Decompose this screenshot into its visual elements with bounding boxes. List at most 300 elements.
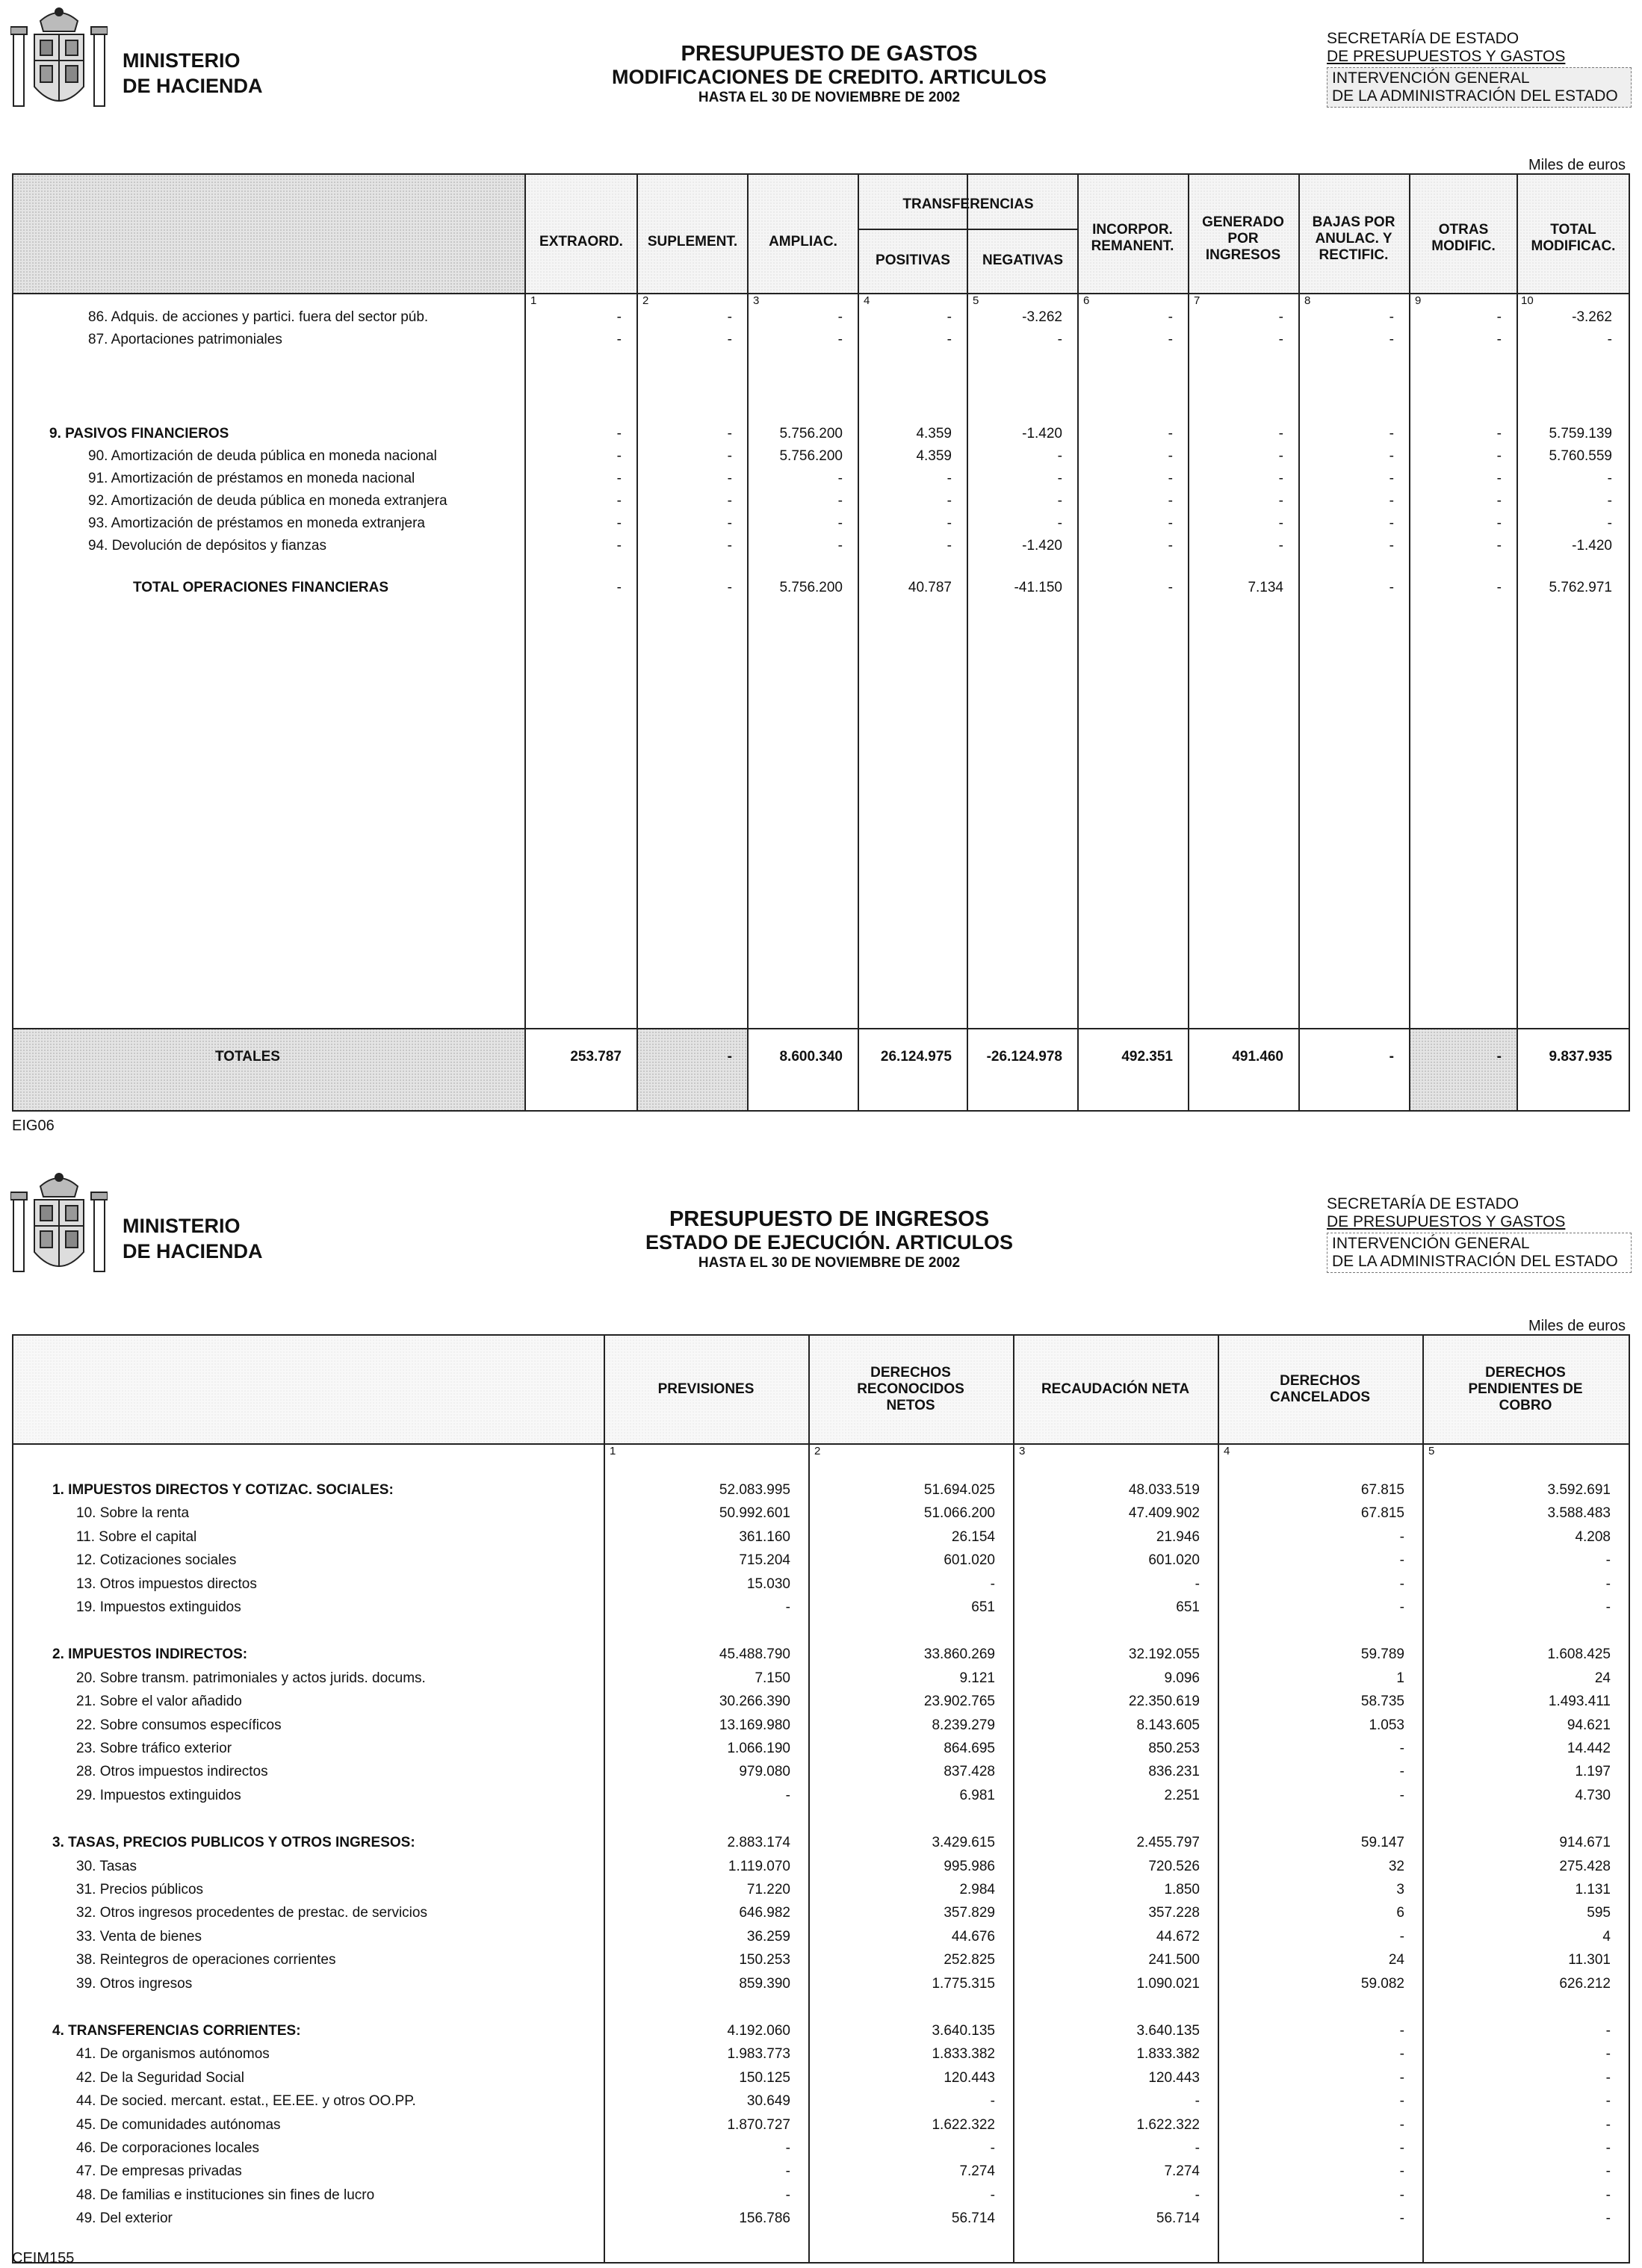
ingresos-row-value: 30.266.390 xyxy=(719,1694,790,1709)
ingresos-row-value: - xyxy=(1399,1599,1404,1615)
ingresos-row-value: 56.714 xyxy=(951,2210,995,2226)
ingresos-row-value: 864.695 xyxy=(944,1741,995,1756)
ingresos-row-value: - xyxy=(1605,2210,1611,2226)
ingresos-row-value: 13.169.980 xyxy=(719,1717,790,1733)
header-positivas: POSITIVAS xyxy=(876,252,950,268)
gastos-row-value: - xyxy=(947,515,952,531)
gastos-row-value: - xyxy=(727,493,732,509)
gastos-row-value: - xyxy=(1607,471,1612,486)
ingresos-colnum-3: 3 xyxy=(1019,1445,1026,1457)
gastos-row-value: - xyxy=(947,332,952,347)
gastos-row-value: - xyxy=(1389,332,1394,347)
header-otras: OTRAS MODIFIC. xyxy=(1431,222,1496,254)
ingresos-row-value: 1.090.021 xyxy=(1136,1976,1200,1992)
intervencion-box xyxy=(1327,67,1632,108)
ingresos-row-label: 46. De corporaciones locales xyxy=(76,2140,260,2156)
ingresos-row-label: 3. TASAS, PRECIOS PUBLICOS Y OTROS INGRESOS: xyxy=(52,1835,415,1850)
ingresos-row-value: - xyxy=(1399,1741,1404,1756)
gastos-table xyxy=(12,173,1630,1112)
gastos-row-value: - xyxy=(1496,538,1502,554)
gastos-row-value: - xyxy=(1057,515,1062,531)
ingresos-row-label: 42. De la Seguridad Social xyxy=(76,2070,244,2086)
gastos-total-value: 8.600.340 xyxy=(779,1049,843,1065)
gastos-row-label: 9. PASIVOS FINANCIEROS xyxy=(49,426,229,441)
gastos-total-value: - xyxy=(1496,1049,1502,1065)
ingresos-row-value: - xyxy=(1399,2070,1404,2086)
ingresos-row-value: 3.429.615 xyxy=(932,1835,995,1850)
ingresos-row-value: 24 xyxy=(1594,1670,1611,1686)
ingresos-row-value: 2.883.174 xyxy=(727,1835,790,1850)
gastos-row-value: 40.787 xyxy=(908,580,952,595)
ingresos-row-value: 850.253 xyxy=(1148,1741,1200,1756)
ingresos-row-value: 715.204 xyxy=(739,1552,790,1568)
ingresos-row-value: 651 xyxy=(971,1599,995,1615)
gastos-row-label: 92. Amortización de deuda pública en moneda extranjera xyxy=(88,493,447,509)
ingresos-row-value: 4 xyxy=(1602,1929,1611,1945)
gastos-row-value: - xyxy=(727,580,732,595)
ingresos-row-label: 4. TRANSFERENCIAS CORRIENTES: xyxy=(52,2023,301,2039)
ingresos-row-label: 13. Otros impuestos directos xyxy=(76,1576,257,1592)
header-extraord: EXTRAORD. xyxy=(539,234,623,250)
ingresos-row-label: 28. Otros impuestos indirectos xyxy=(76,1764,268,1779)
ingresos-row-value: - xyxy=(1605,2187,1611,2203)
gastos-row-label: 87. Aportaciones patrimoniales xyxy=(88,332,282,347)
ingresos-row-value: 26.154 xyxy=(951,1529,995,1545)
gastos-row-value: - xyxy=(727,448,732,464)
gastos-total-value: -26.124.978 xyxy=(986,1049,1062,1065)
header-cancelados: DERECHOS CANCELADOS xyxy=(1269,1373,1371,1405)
ingresos-row-value: - xyxy=(1605,2046,1611,2062)
ingresos-row-value: 7.274 xyxy=(1164,2163,1200,2179)
ingresos-row-value: 47.409.902 xyxy=(1128,1505,1200,1521)
ingresos-row-value: 67.815 xyxy=(1360,1482,1404,1498)
gastos-row-value: - xyxy=(1496,332,1502,347)
intervencion-line-1: INTERVENCIÓN GENERAL xyxy=(1332,69,1530,87)
ingresos-row-value: 3.640.135 xyxy=(1136,2023,1200,2039)
ingresos-row-value: - xyxy=(1399,1552,1404,1568)
gastos-row-value: - xyxy=(616,309,622,325)
ingresos-row-value: 252.825 xyxy=(944,1952,995,1968)
ingresos-row-label: 20. Sobre transm. patrimoniales y actos jurids. docums. xyxy=(76,1670,426,1686)
ingresos-row-value: 3.592.691 xyxy=(1547,1482,1611,1498)
gastos-row-value: 5.759.139 xyxy=(1549,426,1612,441)
gastos-row-value: - xyxy=(1607,493,1612,509)
gastos-row-label: 93. Amortización de préstamos en moneda extranjera xyxy=(88,515,425,531)
header-negativas: NEGATIVAS xyxy=(982,252,1064,268)
ingresos-row-value: 52.083.995 xyxy=(719,1482,790,1498)
gastos-totals-label: TOTALES xyxy=(215,1049,280,1065)
gastos-row-value: - xyxy=(1389,426,1394,441)
ingresos-row-value: 24 xyxy=(1388,1952,1404,1968)
ingresos-row-value: 32.192.055 xyxy=(1128,1646,1200,1662)
gastos-row-value: - xyxy=(1496,471,1502,486)
ingresos-row-value: 1.066.190 xyxy=(727,1741,790,1756)
gastos-row-label: 91. Amortización de préstamos en moneda nacional xyxy=(88,471,415,486)
header-suplement: SUPLEMENT. xyxy=(647,234,738,250)
ingresos-row-value: 837.428 xyxy=(944,1764,995,1779)
ingresos-row-value: 23.902.765 xyxy=(923,1694,995,1709)
ingresos-row-value: 58.735 xyxy=(1360,1694,1404,1709)
gastos-row-value: - xyxy=(1389,515,1394,531)
ingresos-row-value: 48.033.519 xyxy=(1128,1482,1200,1498)
gastos-row-value: 5.762.971 xyxy=(1549,580,1612,595)
ingresos-row-value: 1.833.382 xyxy=(932,2046,995,2062)
ministry-line-2: DE HACIENDA xyxy=(123,75,263,97)
gastos-total-value: - xyxy=(727,1049,732,1065)
ingresos-row-value: - xyxy=(1399,2093,1404,2109)
gastos-row-value: - xyxy=(1496,448,1502,464)
gastos-row-value: 5.756.200 xyxy=(779,448,843,464)
ingresos-row-value: 836.231 xyxy=(1148,1764,1200,1779)
ingresos-row-label: 11. Sobre el capital xyxy=(76,1529,197,1545)
ingresos-row-value: 30.649 xyxy=(746,2093,790,2109)
ingresos-row-value: 601.020 xyxy=(1148,1552,1200,1568)
ingresos-row-value: - xyxy=(990,2187,995,2203)
report-title: PRESUPUESTO DE GASTOS xyxy=(681,42,978,66)
ingresos-row-label: 45. De comunidades autónomas xyxy=(76,2117,281,2133)
ingresos-row-label: 49. Del exterior xyxy=(76,2210,173,2226)
ingresos-row-value: 3 xyxy=(1396,1882,1404,1897)
ingresos-row-label: 44. De socied. mercant. estat., EE.EE. y otros OO.PP. xyxy=(76,2093,416,2109)
ingresos-row-value: 44.676 xyxy=(951,1929,995,1945)
ingresos-row-value: 56.714 xyxy=(1156,2210,1200,2226)
ingresos-row-value: 4.192.060 xyxy=(727,2023,790,2039)
gastos-total-value: 492.351 xyxy=(1121,1049,1173,1065)
gastos-row-value: - xyxy=(947,309,952,325)
gastos-page-header xyxy=(0,0,1642,112)
ingresos-row-value: - xyxy=(990,1576,995,1592)
gastos-row-value: - xyxy=(947,538,952,554)
ingresos-row-label: 31. Precios públicos xyxy=(76,1882,204,1897)
gastos-colnum-3: 3 xyxy=(753,294,760,307)
gastos-row-value: - xyxy=(1278,538,1283,554)
ingresos-row-value: - xyxy=(1399,2046,1404,2062)
ingresos-row-value: - xyxy=(1195,1576,1200,1592)
ingresos-row-value: 2.455.797 xyxy=(1136,1835,1200,1850)
ingresos-row-value: 1.053 xyxy=(1369,1717,1404,1733)
ingresos-row-value: 2.251 xyxy=(1164,1788,1200,1803)
ingresos-row-value: 595 xyxy=(1587,1905,1611,1921)
ingresos-row-value: - xyxy=(1605,2140,1611,2156)
gastos-row-value: - xyxy=(616,538,622,554)
ministry-line-1: MINISTERIO xyxy=(123,49,241,72)
gastos-row-value: - xyxy=(727,309,732,325)
gastos-row-value: - xyxy=(1496,309,1502,325)
ingresos-row-value: 120.443 xyxy=(944,2070,995,2086)
intervencion-box xyxy=(1327,1233,1632,1273)
ingresos-form-code: CEIM155 xyxy=(12,2250,75,2267)
gastos-label-header-shade xyxy=(13,175,524,293)
ingresos-row-label: 21. Sobre el valor añadido xyxy=(76,1694,242,1709)
ingresos-row-label: 33. Venta de bienes xyxy=(76,1929,202,1945)
ingresos-row-label: 29. Impuestos extinguidos xyxy=(76,1788,241,1803)
ministry-line-1: MINISTERIO xyxy=(123,1215,241,1237)
ingresos-row-label: 39. Otros ingresos xyxy=(76,1976,193,1992)
gastos-row-value: - xyxy=(837,515,843,531)
ingresos-row-value: 150.125 xyxy=(739,2070,790,2086)
ingresos-page-header xyxy=(0,1165,1642,1277)
ingresos-row-value: 51.694.025 xyxy=(923,1482,995,1498)
ingresos-row-value: - xyxy=(1399,1576,1404,1592)
ingresos-row-value: 11.301 xyxy=(1568,1952,1611,1968)
ingresos-row-value: - xyxy=(1399,2163,1404,2179)
gastos-total-value: 9.837.935 xyxy=(1549,1049,1612,1065)
ingresos-colnum-4: 4 xyxy=(1224,1445,1230,1457)
gastos-total-value: - xyxy=(1389,1049,1394,1065)
gastos-row-value: - xyxy=(616,471,622,486)
ingresos-row-label: 19. Impuestos extinguidos xyxy=(76,1599,241,1615)
gastos-colnum-1: 1 xyxy=(530,294,537,307)
ingresos-row-value: 2.984 xyxy=(959,1882,995,1897)
gastos-row-value: - xyxy=(616,493,622,509)
gastos-row-value: - xyxy=(1168,309,1173,325)
ingresos-row-label: 38. Reintegros de operaciones corrientes xyxy=(76,1952,336,1968)
gastos-row-value: - xyxy=(727,538,732,554)
gastos-row-value: - xyxy=(1168,448,1173,464)
gastos-row-value: - xyxy=(1168,515,1173,531)
ingresos-row-label: 22. Sobre consumos específicos xyxy=(76,1717,282,1733)
ingresos-row-value: 1.622.322 xyxy=(1136,2117,1200,2133)
report-title: PRESUPUESTO DE INGRESOS xyxy=(669,1207,990,1231)
gastos-row-value: - xyxy=(1168,538,1173,554)
gastos-total-value: 253.787 xyxy=(570,1049,622,1065)
gastos-row-value: - xyxy=(727,332,732,347)
gastos-row-value: - xyxy=(1168,493,1173,509)
gastos-row-value: - xyxy=(1057,332,1062,347)
ingresos-row-value: 995.986 xyxy=(944,1859,995,1874)
gastos-row-value: - xyxy=(1168,426,1173,441)
gastos-row-value: - xyxy=(727,471,732,486)
ingresos-row-value: 651 xyxy=(1176,1599,1200,1615)
ingresos-row-value: 45.488.790 xyxy=(719,1646,790,1662)
report-date: HASTA EL 30 DE NOVIEMBRE DE 2002 xyxy=(698,90,961,105)
ingresos-row-value: 9.121 xyxy=(959,1670,995,1686)
gastos-row-value: - xyxy=(1057,471,1062,486)
gastos-row-value: - xyxy=(837,493,843,509)
ingresos-row-value: - xyxy=(785,2140,790,2156)
gastos-row-value: - xyxy=(1168,332,1173,347)
ingresos-row-value: 914.671 xyxy=(1559,1835,1611,1850)
secretaria-block xyxy=(1327,1195,1632,1273)
ministry-line-2: DE HACIENDA xyxy=(123,1240,263,1262)
gastos-row-value: 7.134 xyxy=(1248,580,1283,595)
gastos-row-value: 5.756.200 xyxy=(779,580,843,595)
ministry-name xyxy=(123,48,263,99)
ingresos-row-value: - xyxy=(990,2093,995,2109)
ingresos-row-value: 156.786 xyxy=(739,2210,790,2226)
gastos-row-value: - xyxy=(616,332,622,347)
gastos-row-value: - xyxy=(1057,493,1062,509)
ingresos-row-value: 120.443 xyxy=(1148,2070,1200,2086)
ingresos-row-value: - xyxy=(1399,2023,1404,2039)
gastos-row-value: - xyxy=(947,471,952,486)
gastos-row-value: -1.420 xyxy=(1572,538,1612,554)
header-generado: GENERADO POR INGRESOS xyxy=(1202,214,1284,263)
ingresos-row-value: 22.350.619 xyxy=(1128,1694,1200,1709)
ingresos-row-value: 59.789 xyxy=(1360,1646,1404,1662)
ingresos-row-value: 720.526 xyxy=(1148,1859,1200,1874)
ingresos-row-label: 23. Sobre tráfico exterior xyxy=(76,1741,232,1756)
gastos-colnum-5: 5 xyxy=(973,294,979,307)
ingresos-row-value: 1.850 xyxy=(1164,1882,1200,1897)
ingresos-row-value: 21.946 xyxy=(1156,1529,1200,1545)
gastos-row-label: TOTAL OPERACIONES FINANCIERAS xyxy=(133,580,389,595)
ingresos-row-value: 32 xyxy=(1388,1859,1404,1874)
report-date: HASTA EL 30 DE NOVIEMBRE DE 2002 xyxy=(698,1255,961,1271)
ingresos-row-value: 50.992.601 xyxy=(719,1505,790,1521)
ingresos-colnum-1: 1 xyxy=(610,1445,616,1457)
ingresos-row-value: 94.621 xyxy=(1567,1717,1611,1733)
header-total: TOTAL MODIFICAC. xyxy=(1531,222,1616,254)
header-ampliac: AMPLIAC. xyxy=(769,234,837,250)
ingresos-row-value: 59.147 xyxy=(1360,1835,1404,1850)
ingresos-row-value: - xyxy=(1195,2187,1200,2203)
gastos-row-value: - xyxy=(1607,332,1612,347)
ingresos-row-label: 41. De organismos autónomos xyxy=(76,2046,270,2062)
ingresos-row-value: 357.228 xyxy=(1148,1905,1200,1921)
gastos-row-value: - xyxy=(1278,448,1283,464)
ingresos-row-label: 2. IMPUESTOS INDIRECTOS: xyxy=(52,1646,248,1662)
ingresos-row-value: - xyxy=(1605,2070,1611,2086)
ingresos-row-value: 4.730 xyxy=(1575,1788,1611,1803)
ingresos-row-value: - xyxy=(1605,2163,1611,2179)
ingresos-row-value: 979.080 xyxy=(739,1764,790,1779)
gastos-colnum-2: 2 xyxy=(642,294,649,307)
ingresos-row-value: 1.608.425 xyxy=(1547,1646,1611,1662)
gastos-row-value: -1.420 xyxy=(1022,538,1062,554)
gastos-total-value: 491.460 xyxy=(1232,1049,1283,1065)
report-subtitle: MODIFICACIONES DE CREDITO. ARTICULOS xyxy=(611,66,1047,88)
gastos-totals-col2-shade xyxy=(636,1028,747,1110)
report-subtitle: ESTADO DE EJECUCIÓN. ARTICULOS xyxy=(645,1231,1014,1254)
ingresos-row-value: 14.442 xyxy=(1567,1741,1611,1756)
ingresos-row-value: 1.493.411 xyxy=(1548,1694,1611,1709)
gastos-row-value: - xyxy=(1389,580,1394,595)
gastos-totals-label-shade xyxy=(13,1028,524,1110)
gastos-row-value: -1.420 xyxy=(1022,426,1062,441)
report-title-block xyxy=(553,42,1106,108)
ingresos-row-value: 15.030 xyxy=(746,1576,790,1592)
intervencion-line-1: INTERVENCIÓN GENERAL xyxy=(1332,1235,1530,1252)
ingresos-colnum-5: 5 xyxy=(1428,1445,1435,1457)
ingresos-row-value: 9.096 xyxy=(1164,1670,1200,1686)
ingresos-row-value: 6 xyxy=(1396,1905,1404,1921)
gastos-colnum-10: 10 xyxy=(1521,294,1534,307)
ingresos-row-value: - xyxy=(1399,2210,1404,2226)
gastos-row-value: - xyxy=(837,332,843,347)
gastos-row-value: 5.760.559 xyxy=(1549,448,1612,464)
gastos-row-value: - xyxy=(837,471,843,486)
ingresos-row-value: 357.829 xyxy=(944,1905,995,1921)
ingresos-row-value: 601.020 xyxy=(944,1552,995,1568)
ingresos-row-label: 10. Sobre la renta xyxy=(76,1505,190,1521)
ingresos-row-value: 1.622.322 xyxy=(932,2117,995,2133)
ingresos-row-value: - xyxy=(785,1788,790,1803)
header-bajas: BAJAS POR ANULAC. Y RECTIFIC. xyxy=(1312,214,1395,263)
gastos-row-value: - xyxy=(1496,515,1502,531)
ingresos-row-value: 1.833.382 xyxy=(1136,2046,1200,2062)
ingresos-row-value: 1 xyxy=(1396,1670,1404,1686)
gastos-row-value: 5.756.200 xyxy=(779,426,843,441)
ingresos-row-value: 241.500 xyxy=(1148,1952,1200,1968)
ingresos-row-value: 33.860.269 xyxy=(923,1646,995,1662)
gastos-row-value: - xyxy=(837,538,843,554)
header-recaudacion: RECAUDACIÓN NETA xyxy=(1041,1381,1190,1397)
gastos-row-value: - xyxy=(1278,493,1283,509)
ingresos-row-value: 36.259 xyxy=(746,1929,790,1945)
ingresos-row-value: - xyxy=(1399,1529,1404,1545)
secretaria-line-1: SECRETARÍA DE ESTADO xyxy=(1327,1195,1519,1212)
intervencion-line-2: DE LA ADMINISTRACIÓN DEL ESTADO xyxy=(1332,1253,1618,1270)
header-previsiones: PREVISIONES xyxy=(657,1381,755,1397)
ingresos-row-value: - xyxy=(785,2163,790,2179)
gastos-row-value: - xyxy=(616,426,622,441)
ingresos-row-value: 1.119.070 xyxy=(728,1859,790,1874)
ingresos-row-value: 7.274 xyxy=(959,2163,995,2179)
report-title-block xyxy=(553,1207,1106,1273)
secretaria-block xyxy=(1327,30,1632,108)
gastos-row-value: - xyxy=(616,580,622,595)
gastos-row-value: - xyxy=(616,515,622,531)
ingresos-row-value: - xyxy=(1605,1576,1611,1592)
ingresos-row-value: 8.143.605 xyxy=(1136,1717,1200,1733)
secretaria-line-2: DE PRESUPUESTOS Y GASTOS xyxy=(1327,1213,1566,1230)
gastos-row-value: -3.262 xyxy=(1572,309,1612,325)
ingresos-row-value: - xyxy=(990,2140,995,2156)
coat-of-arms-icon xyxy=(10,4,108,115)
gastos-row-value: - xyxy=(1278,426,1283,441)
ingresos-row-value: - xyxy=(1195,2093,1200,2109)
gastos-row-value: - xyxy=(1278,332,1283,347)
ingresos-row-value: 275.428 xyxy=(1559,1859,1611,1874)
ingresos-row-value: 859.390 xyxy=(739,1976,790,1992)
gastos-row-value: - xyxy=(1389,471,1394,486)
gastos-total-value: 26.124.975 xyxy=(880,1049,952,1065)
ingresos-row-value: 4.208 xyxy=(1575,1529,1611,1545)
gastos-colnum-8: 8 xyxy=(1304,294,1311,307)
ingresos-row-label: 12. Cotizaciones sociales xyxy=(76,1552,237,1568)
ingresos-row-value: - xyxy=(1399,2117,1404,2133)
gastos-row-value: - xyxy=(1496,493,1502,509)
ingresos-row-value: - xyxy=(785,2187,790,2203)
gastos-units-label: Miles de euros xyxy=(1528,157,1626,173)
gastos-row-value: - xyxy=(1389,493,1394,509)
secretaria-line-2: DE PRESUPUESTOS Y GASTOS xyxy=(1327,48,1566,65)
gastos-colnum-6: 6 xyxy=(1083,294,1090,307)
ingresos-row-value: 361.160 xyxy=(739,1529,790,1545)
gastos-row-value: - xyxy=(1278,471,1283,486)
ingresos-row-value: 8.239.279 xyxy=(932,1717,995,1733)
gastos-row-value: 4.359 xyxy=(916,448,952,464)
intervencion-line-2: DE LA ADMINISTRACIÓN DEL ESTADO xyxy=(1332,87,1618,105)
ingresos-row-label: 48. De familias e instituciones sin fines de lucro xyxy=(76,2187,375,2203)
ministry-name xyxy=(123,1213,263,1264)
gastos-row-value: - xyxy=(727,426,732,441)
ingresos-row-value: - xyxy=(1399,2140,1404,2156)
ingresos-row-value: 7.150 xyxy=(755,1670,790,1686)
ingresos-row-value: 646.982 xyxy=(739,1905,790,1921)
ingresos-row-value: 51.066.200 xyxy=(923,1505,995,1521)
ingresos-row-value: - xyxy=(1605,2023,1611,2039)
gastos-row-value: - xyxy=(1278,309,1283,325)
gastos-row-value: - xyxy=(1496,580,1502,595)
gastos-colnum-7: 7 xyxy=(1194,294,1200,307)
gastos-row-value: - xyxy=(1168,580,1173,595)
gastos-row-value: 4.359 xyxy=(916,426,952,441)
ingresos-row-value: - xyxy=(785,1599,790,1615)
header-transferencias: TRANSFERENCIAS xyxy=(902,196,1034,212)
ingresos-row-value: 59.082 xyxy=(1360,1976,1404,1992)
